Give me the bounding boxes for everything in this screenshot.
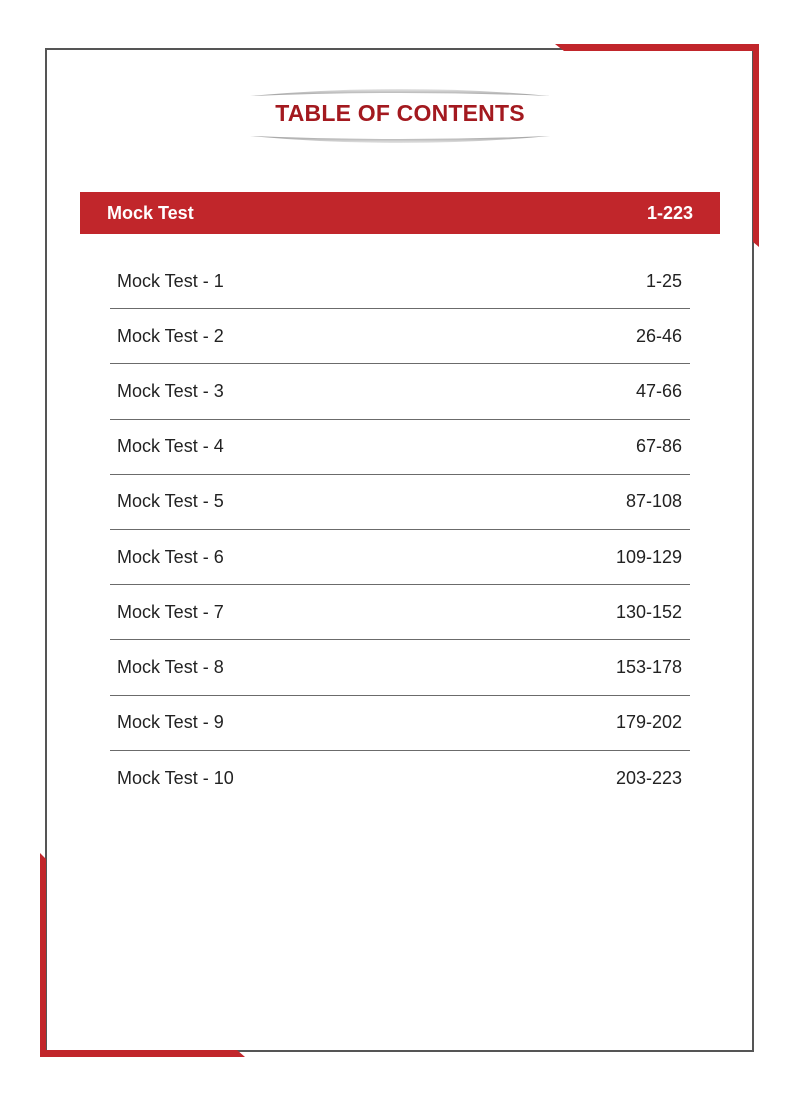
- toc-entry-label: Mock Test - 6: [117, 546, 224, 567]
- toc-entry-label: Mock Test - 2: [117, 325, 224, 346]
- toc-entry-pages: 26-46: [635, 325, 682, 346]
- toc-entry-label: Mock Test - 8: [117, 656, 224, 677]
- toc-entry-pages: 130-152: [615, 601, 682, 622]
- toc-entry-label: Mock Test - 7: [117, 601, 224, 622]
- toc-entry-8[interactable]: [110, 640, 690, 695]
- toc-entry-10[interactable]: [110, 751, 690, 806]
- toc-entry-pages: 87-108: [625, 491, 682, 512]
- toc-entry-3[interactable]: [110, 364, 690, 419]
- toc-entry-pages: 153-178: [615, 656, 682, 677]
- toc-entry-label: Mock Test - 5: [117, 491, 224, 512]
- toc-entry-label: Mock Test - 4: [117, 436, 224, 457]
- title-swoosh-bottom: [250, 130, 550, 144]
- toc-entry-label: Mock Test - 10: [117, 767, 234, 788]
- toc-entry-7[interactable]: [110, 585, 690, 640]
- corner-accent-bottom-left: [40, 853, 245, 1057]
- section-header[interactable]: [80, 192, 720, 234]
- section-label: Mock Test: [107, 202, 194, 223]
- toc-entry-1[interactable]: [110, 254, 690, 309]
- toc-entry-label: Mock Test - 9: [117, 712, 224, 733]
- toc-entry-2[interactable]: [110, 309, 690, 364]
- toc-entry-pages: 47-66: [635, 380, 682, 401]
- toc-entry-5[interactable]: [110, 475, 690, 530]
- toc-entry-pages: 203-223: [615, 767, 682, 788]
- toc-list: [110, 254, 690, 806]
- toc-entry-9[interactable]: [110, 696, 690, 751]
- title-banner: [250, 88, 550, 144]
- toc-entry-label: Mock Test - 1: [117, 270, 224, 291]
- toc-entry-pages: 109-129: [615, 546, 682, 567]
- toc-entry-4[interactable]: [110, 420, 690, 475]
- toc-entry-pages: 179-202: [615, 712, 682, 733]
- section-pages: 1-223: [646, 202, 693, 223]
- toc-entry-pages: 1-25: [645, 270, 682, 291]
- toc-entry-label: Mock Test - 3: [117, 380, 224, 401]
- toc-entry-6[interactable]: [110, 530, 690, 585]
- page-title: TABLE OF CONTENTS: [275, 100, 525, 126]
- toc-entry-pages: 67-86: [635, 436, 682, 457]
